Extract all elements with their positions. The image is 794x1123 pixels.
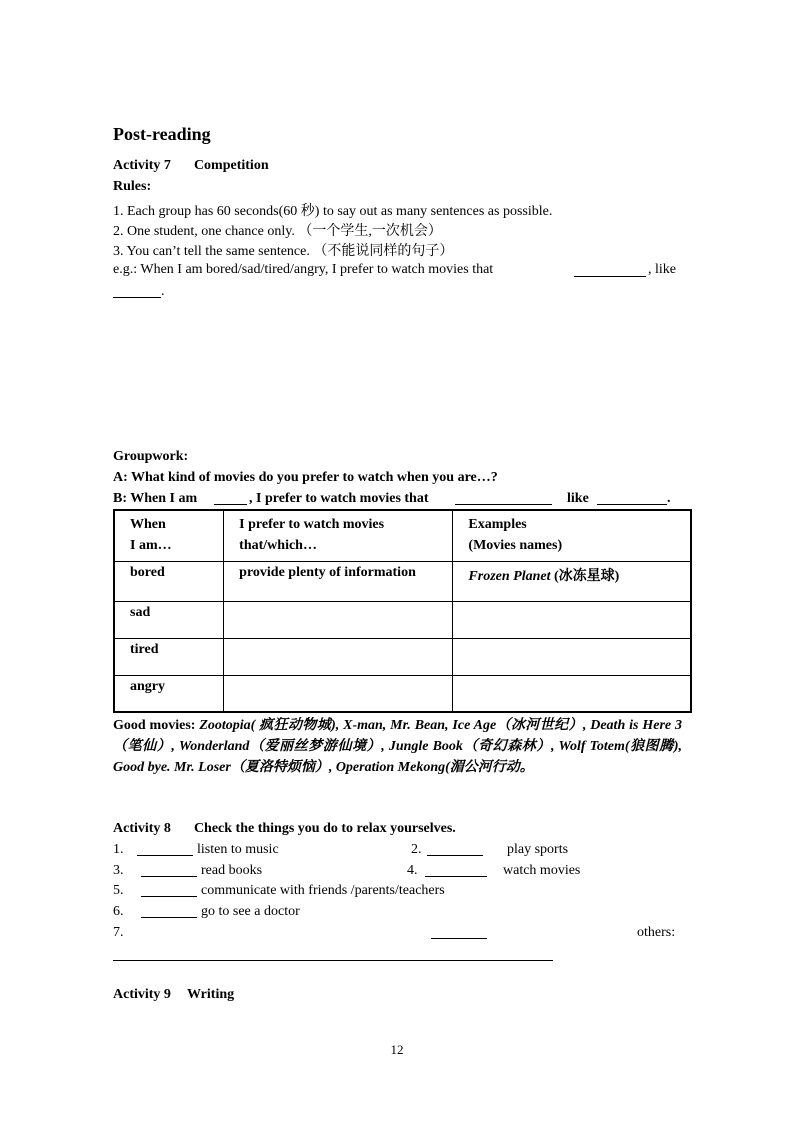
example-sentence [113,262,493,278]
table-header-row [114,510,691,561]
section-title: Post-reading [113,124,211,144]
groupwork-answer-middle: , I prefer to watch movies that [249,491,429,506]
header-prefer [224,510,453,561]
item7-answer-line[interactable] [113,960,553,961]
row-example-tired[interactable] [453,638,691,675]
activity8-heading [113,821,456,837]
item2-number: 2. [411,842,422,857]
header-examples-line2: (Movies names) [468,538,563,553]
example-title-cn: (冰冻星球) [550,568,620,584]
page-number: 12 [390,1042,404,1057]
table-row [114,561,691,601]
item1-checkbox-blank[interactable] [137,843,193,856]
header-when [114,510,224,561]
header-when-line1: When [130,517,166,532]
activity7-number: Activity 7 [113,158,171,173]
table-row [114,638,691,675]
header-prefer-line1: I prefer to watch movies [239,517,385,532]
item4-number: 4. [407,863,418,878]
groupwork-answer-like: like [567,491,589,506]
item2-checkbox-blank[interactable] [427,843,483,856]
item6-number: 6. [113,904,124,919]
activity8-title: Check the things you do to relax yourselves. [193,821,456,836]
groupwork-blank-2[interactable] [455,492,552,505]
groupwork-blank-3[interactable] [597,492,667,505]
row-example-angry[interactable] [453,675,691,712]
rule-1: 1. Each group has 60 seconds(60 秒) to say out as many sentences as possible. [113,204,553,219]
rule-3: 3. You can’t tell the same sentence. （不能说同样的句子） [113,244,454,259]
groupwork-answer-start: B: When I am [113,491,198,506]
row-pref-angry[interactable] [224,675,453,712]
item6-checkbox-blank[interactable] [141,905,197,918]
item3-text: read books [201,863,263,878]
item7-number: 7. [113,925,124,940]
row-label-tired: tired [114,638,224,675]
activity7-title: Competition [193,158,269,173]
good-movies-paragraph [113,715,682,778]
item5-checkbox-blank[interactable] [141,884,197,897]
row-label-angry: angry [114,675,224,712]
row-example-sad[interactable] [453,601,691,638]
row-example-bored [453,561,691,601]
good-movies-label: Good movies: [113,718,200,733]
activity8-number: Activity 8 [113,821,171,836]
header-examples-line1: Examples [468,517,527,532]
table-row [114,601,691,638]
row-pref-bored: provide plenty of information [224,561,453,601]
example-blank-1[interactable] [574,264,646,277]
example-blank-2[interactable] [113,285,161,298]
example-like: , like [648,262,676,277]
example-period: . [161,284,165,299]
activity9-title: Writing [186,987,235,1002]
header-prefer-line2: that/which… [239,538,317,553]
item5-number: 5. [113,883,124,898]
row-label-bored: bored [114,561,224,601]
example-title: Frozen Planet [468,568,551,584]
item4-checkbox-blank[interactable] [425,864,487,877]
item2-text: play sports [507,842,569,857]
example-text: e.g.: When I am bored/sad/tired/angry, I prefer to watch movies that [113,262,494,277]
table-row [114,675,691,712]
item3-number: 3. [113,863,124,878]
header-when-line2: I am… [130,538,172,553]
row-pref-tired[interactable] [224,638,453,675]
item1-text: listen to music [197,842,279,857]
row-pref-sad[interactable] [224,601,453,638]
groupwork-blank-1[interactable] [214,492,247,505]
row-label-sad: sad [114,601,224,638]
item7-checkbox-blank[interactable] [431,926,487,939]
preference-table [113,509,692,713]
groupwork-label: Groupwork: [113,449,189,464]
header-examples [453,510,691,561]
groupwork-answer-end: . [667,491,671,506]
item7-text: others: [637,925,676,940]
activity9-heading [113,987,234,1003]
item5-text: communicate with friends /parents/teachers [201,883,445,898]
rule-2: 2. One student, one chance only. （一个学生,一次机会） [113,224,442,239]
item4-text: watch movies [503,863,581,878]
item3-checkbox-blank[interactable] [141,864,197,877]
rules-label: Rules: [113,179,152,194]
activity7-heading [113,158,269,174]
good-movies-list: Zootopia( 疯狂动物城), X-man, Mr. Bean, Ice Age（冰河世纪）, Death is Here 3（笔仙）, Wonderland（爱丽丝梦游仙境）, Jungle Book（奇幻森林）, Wolf Totem(狼图腾), Good bye. Mr. Loser（夏洛特烦恼）, Operation Mekong(湄公河行动。 [113,718,682,775]
activity9-number: Activity 9 [113,987,171,1002]
item6-text: go to see a doctor [201,904,300,919]
groupwork-question: A: What kind of movies do you prefer to watch when you are…? [113,470,498,485]
item1-number: 1. [113,842,124,857]
